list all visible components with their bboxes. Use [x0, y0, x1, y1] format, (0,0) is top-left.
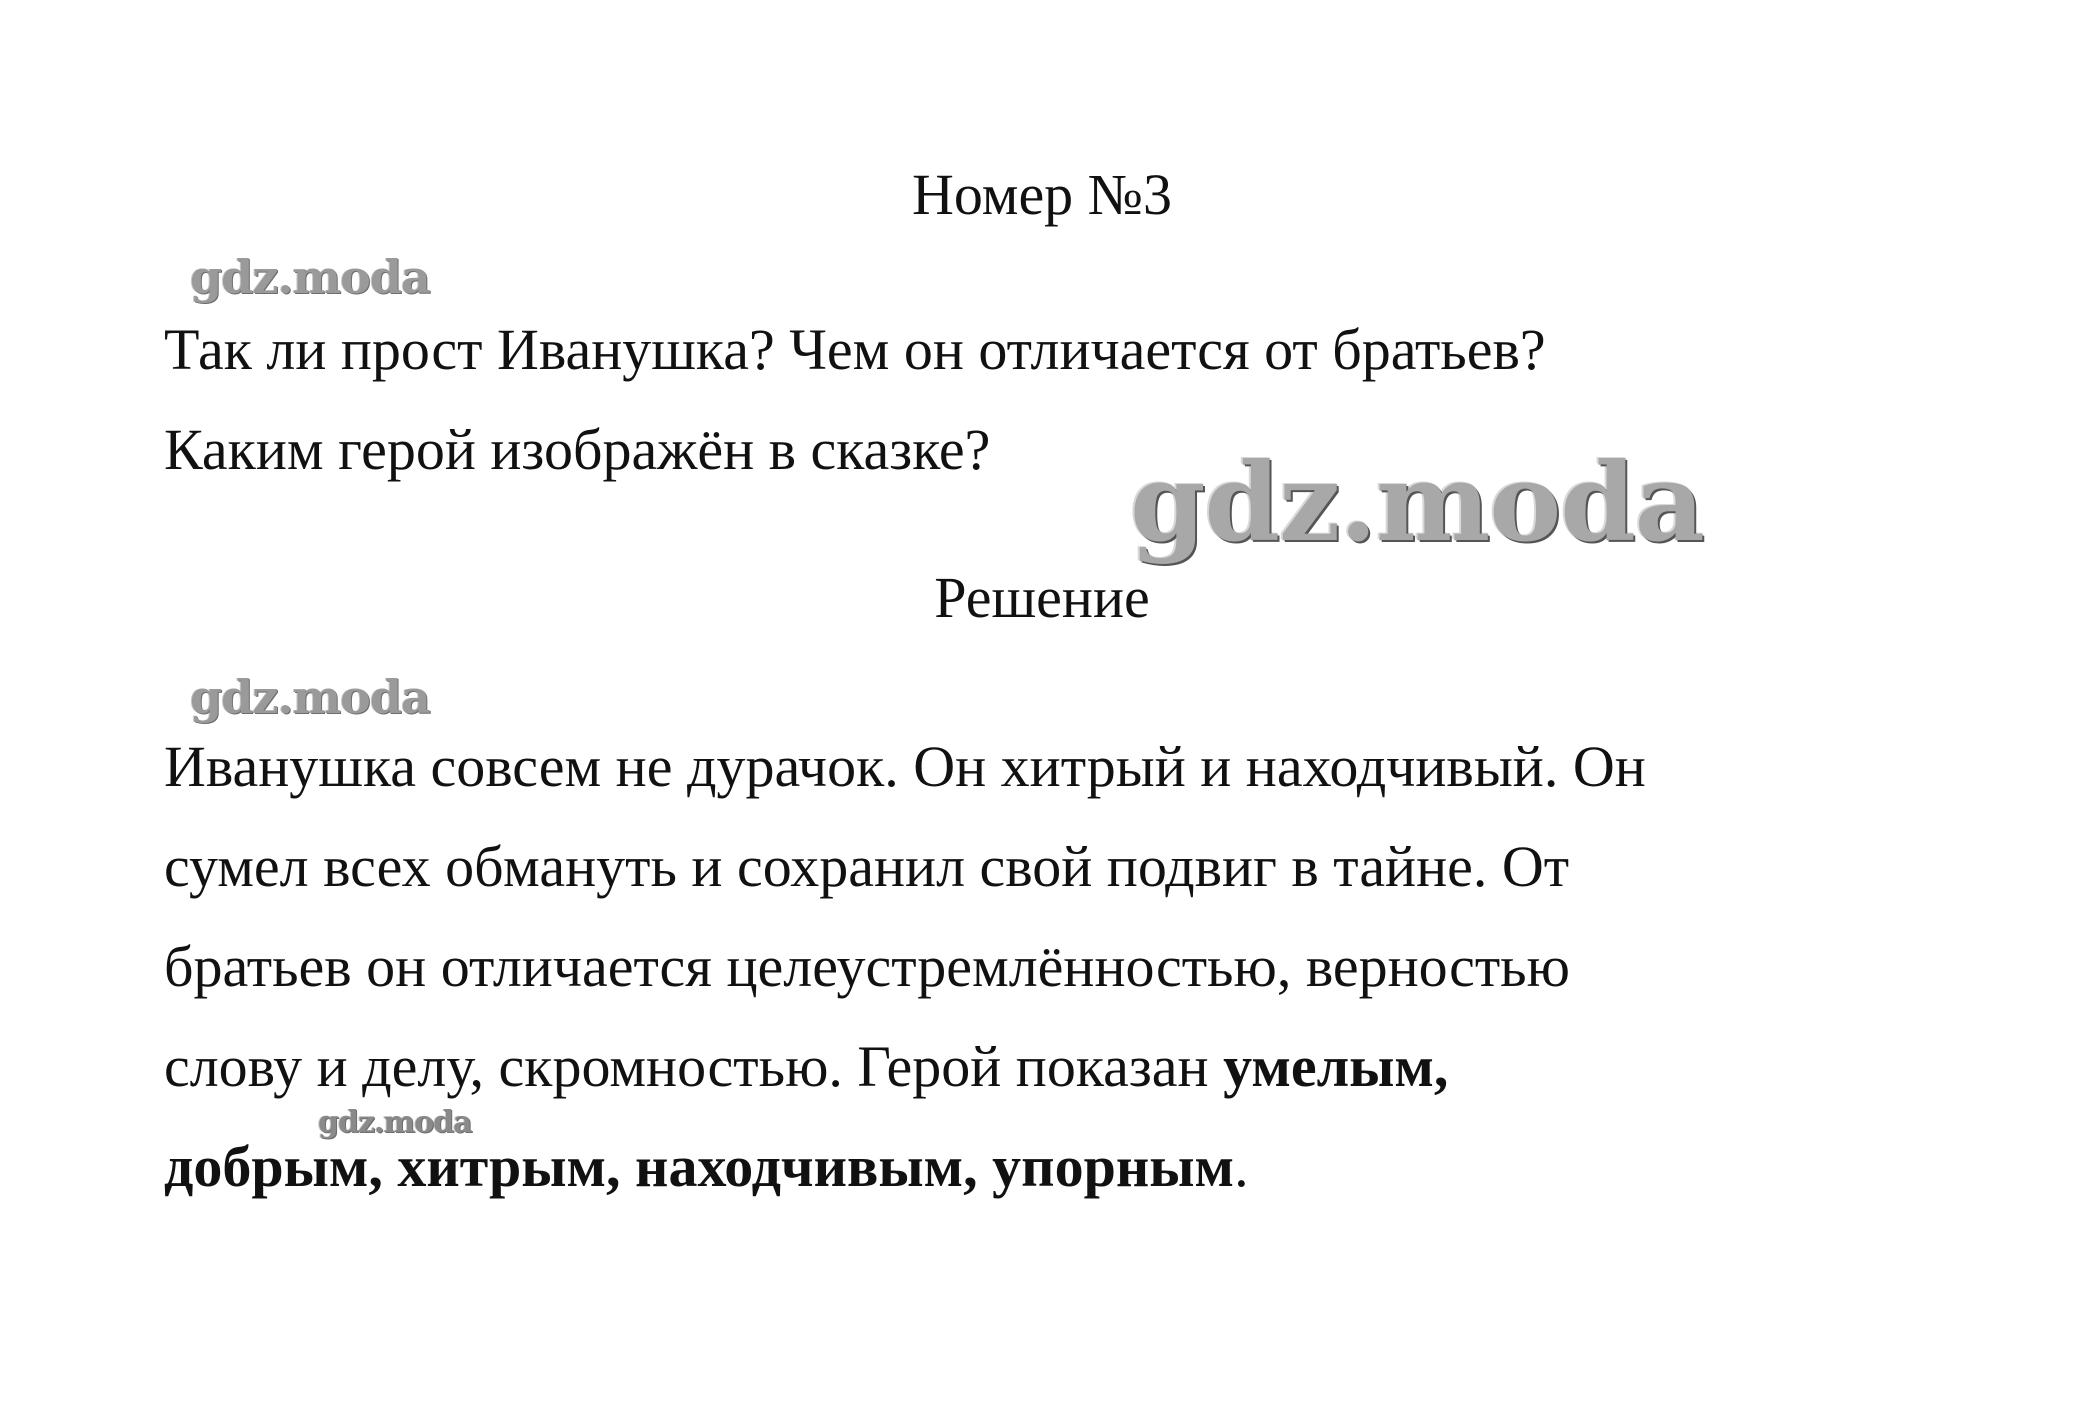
watermark-logo: gdz.moda	[190, 250, 430, 304]
answer-bold-text: добрым, хитрым, находчивым, упорным	[164, 1134, 1235, 1199]
question-line: Так ли прост Иванушка? Чем он отличается от братьев?	[164, 317, 1546, 382]
question-line: Каким герой изображён в сказке?	[164, 417, 991, 482]
page-title: Номер №3	[911, 162, 1173, 227]
watermark-logo: gdz.moda	[318, 1105, 472, 1140]
answer-line	[164, 1017, 1964, 1117]
answer-line: братьев он отличается целеустремлённостью, верностью	[164, 934, 1570, 999]
answer-line: сумел всех обмануть и сохранил свой подвиг в тайне. От	[164, 834, 1570, 899]
answer-line-regular: слову и делу, скромностью. Герой показан	[164, 1034, 1224, 1099]
answer-line: Иванушка совсем не дурачок. Он хитрый и находчивый. Он	[164, 734, 1646, 799]
question-text	[164, 300, 1964, 500]
watermark-logo: gdz.moda	[190, 670, 430, 724]
solution-heading: Решение	[934, 565, 1150, 630]
answer-text	[164, 717, 1964, 1217]
watermark-logo: gdz.moda	[1130, 440, 1704, 566]
answer-bold-text: умелым,	[1223, 1034, 1449, 1099]
answer-line-end: .	[1234, 1134, 1249, 1199]
answer-line	[164, 1117, 1964, 1217]
